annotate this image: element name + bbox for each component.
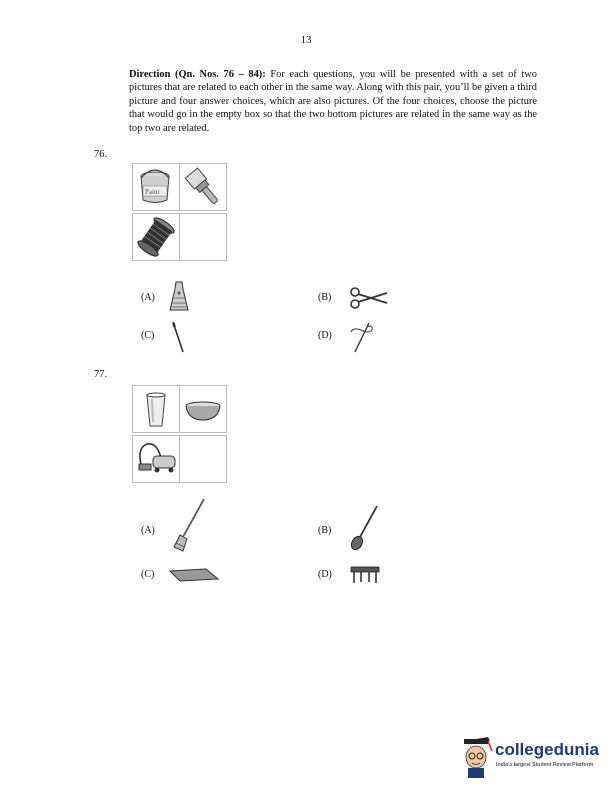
page-number: 13 bbox=[300, 34, 312, 46]
rug-icon[interactable] bbox=[168, 565, 220, 583]
direction-heading: Direction (Qn. Nos. 76 – 84): bbox=[129, 69, 266, 80]
paint-label: Paint bbox=[145, 188, 160, 196]
glass-icon bbox=[133, 386, 179, 432]
question-number: 77. bbox=[94, 369, 108, 380]
mascot-icon bbox=[462, 737, 494, 781]
q76-pair-box-paint bbox=[132, 163, 180, 211]
q77-option-c-label: (C) bbox=[141, 569, 155, 580]
q77-option-a-label: (A) bbox=[141, 525, 155, 536]
q76-option-c-label: (C) bbox=[141, 330, 155, 341]
q76-option-d-label: (D) bbox=[318, 330, 332, 341]
paint-bucket-icon bbox=[133, 164, 179, 210]
thread-spool-icon bbox=[133, 214, 179, 260]
scissors-icon[interactable] bbox=[349, 287, 389, 309]
dress-icon[interactable] bbox=[168, 280, 190, 314]
brand-name: collegedunia bbox=[495, 740, 599, 759]
q77-option-d-label: (D) bbox=[318, 569, 332, 580]
mop-icon[interactable] bbox=[170, 497, 208, 555]
q77-empty-answer-box bbox=[179, 435, 227, 483]
paint-brush-icon bbox=[180, 164, 226, 210]
q76-question-box-spool bbox=[132, 213, 180, 261]
q76-empty-answer-box bbox=[179, 213, 227, 261]
q77-question-box-vacuum bbox=[132, 435, 180, 483]
question-number: 76. bbox=[94, 149, 108, 160]
q76-pair-box-brush bbox=[179, 163, 227, 211]
direction-paragraph bbox=[129, 68, 537, 135]
needle-icon[interactable] bbox=[170, 320, 186, 354]
brand-tagline: India's largest Student Review Platform bbox=[496, 762, 594, 768]
table-icon[interactable] bbox=[349, 565, 381, 585]
vacuum-cleaner-icon bbox=[133, 436, 179, 482]
threaded-needle-icon[interactable] bbox=[347, 320, 377, 354]
q77-pair-box-glass bbox=[132, 385, 180, 433]
bowl-icon bbox=[180, 386, 226, 432]
q77-option-b-label: (B) bbox=[318, 525, 332, 536]
q76-option-a-label: (A) bbox=[141, 292, 155, 303]
spoon-icon[interactable] bbox=[347, 503, 381, 553]
q77-pair-box-bowl bbox=[179, 385, 227, 433]
direction-text: For each questions, you will be presented with a set of two pictures that are related to each other in the same way. Along with this pair, you’ll be given a third picture and four answer choices, which are also pictures. Of the four choices, choose the picture that would go in the empty box so that the two bottom pictures are related in the same way as the top two are related. bbox=[129, 69, 537, 134]
q76-option-b-label: (B) bbox=[318, 292, 332, 303]
